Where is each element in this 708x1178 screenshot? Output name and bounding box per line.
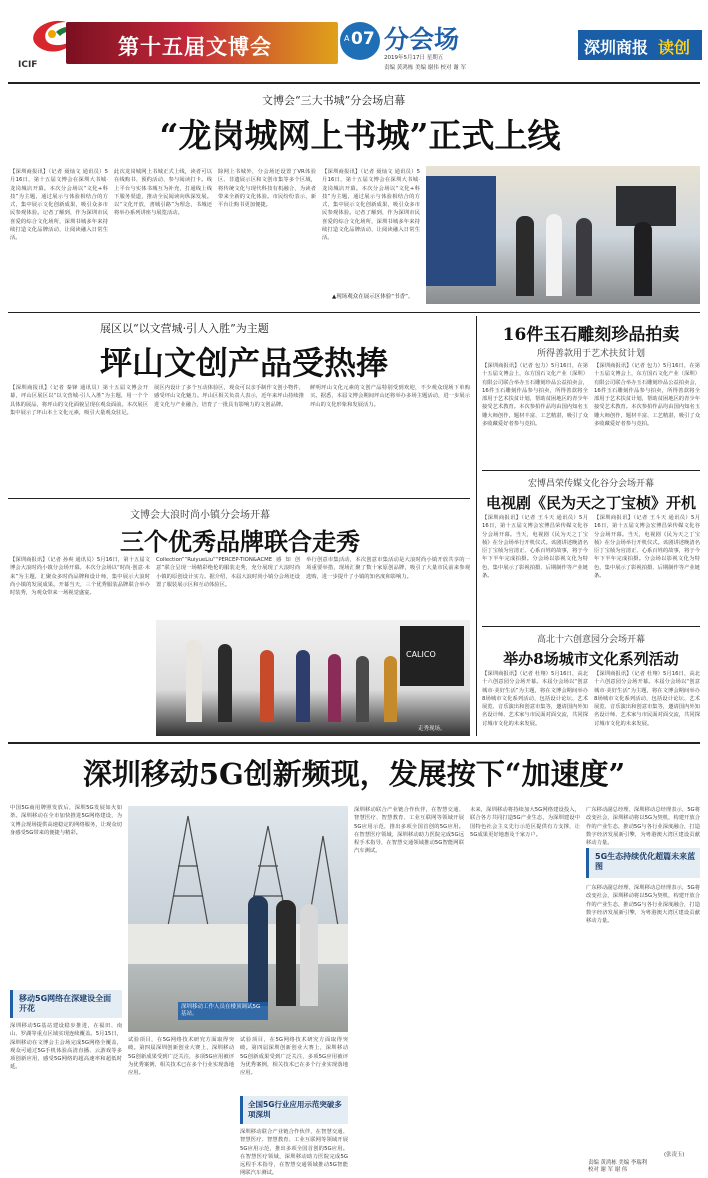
fair-title: 第十五届文博会 (118, 34, 272, 59)
a7-side-body-2: 广东移动副总经理、深圳移动总经理表示，5G将改变社会，深圳移动将以5G为契机，构建开放合作的产业生态，推动5G与各行业深度融合，打造数字经济发展新引擎，为粤港澳大湾区建设贡献移动力量。 (586, 885, 700, 925)
a2-col-1: 【深圳商报讯】（记者 秦锋 通讯员）第十五届文博会开幕，坪山区展区以“以文营城·引人入胜”为主题，用一个个具体的展品，将坪山的文化面貌呈现在观众面前。本次展区集中展示了坪山本土文化元素，吸引大量观众驻足。 (10, 385, 148, 416)
date-line: 2019年5月17日 星期五 (384, 55, 444, 61)
masthead-rule (8, 82, 700, 84)
page-number-badge (340, 22, 380, 60)
page-number-prefix: A (344, 34, 350, 43)
a6-photo-model (328, 654, 341, 722)
a1-photo (426, 166, 700, 304)
a3-headline: 16件玉石雕刻珍品拍卖 (502, 325, 680, 345)
a1-photo-person (516, 216, 534, 296)
a7-subhead-1: 移动5G网络在深建设全面开花 (19, 994, 112, 1013)
a4-col-1: 【深圳商报讯】（记者 王斗天 通讯员）5月16日，第十五届文博会宏博昌荣传媒文化谷分会场开幕。当天，电视剧《民为天之丁宝桢》在分会场举行开机仪式。该剧讲述晚清名臣丁宝桢为官清正、心系百姓的故事，将于今年下半年完成拍摄。分会场以影视文化为特色，集中展示了影视拍摄、后期制作等产业链条。 (482, 515, 588, 580)
page-number: 07 (351, 29, 375, 49)
a1-photo-person (634, 222, 652, 296)
a6-photo-model (356, 656, 369, 722)
a7-footer-credit: (张凌玉) (664, 1152, 685, 1158)
section-title: 分会场 (384, 25, 460, 54)
brand-name: 深圳商报 (584, 38, 649, 57)
a7-photo-person (248, 896, 268, 1006)
a6-photo-model (384, 656, 397, 722)
a5-kicker: 高北十六创意园分会场开幕 (536, 635, 645, 645)
a7-lead: 中国5G商用牌照发放后，深圳5G发展如火如荼。深圳移动在全市加快推进5G网络建设，为文博会现场提供高速稳定的网络服务，让观众切身感受5G带来的便捷与精彩。 (10, 805, 122, 836)
a5-col-2: 【深圳商报讯】（记者 杜翔）5月16日，高北十六创意园分会场开幕。本届分会场以“创意城市·美好生活”为主题，将在文博会期间举办8场城市文化系列活动，包括设计论坛、艺术展览、音乐演出和创意市集等，邀请国内外知名设计师、艺术家与市民面对面交流，共同探讨城市文化的未来发展。 (594, 671, 700, 727)
a3-col-1: 【深圳商报讯】（记者 包力）5月16日，在第十五届文博会上，东方国石文化产业（深圳）有限公司联合举办玉石雕刻珍品公益拍卖会，16件玉石雕刻作品参与拍卖，所得善款将全部用于艺术扶贫计划，帮助贫困地区的青少年接受艺术教育。本次参拍作品均由国内知名玉雕大师创作，题材丰富、工艺精湛，吸引了众多收藏爱好者参与竞拍。 (482, 363, 588, 428)
a7-photo-person (300, 904, 318, 1006)
a1-col-1: 【深圳商报讯】（记者 聂灿文 通讯员）5月16日，第十五届文博会在深圳大书城·龙岗城店开幕。本次分会场以“文化+科技”为主题，通过展示与体验相结合的方式，集中展示文化创新成果，吸引众多市民参观体验。记者了解到，作为深圳市民喜爱的综合文化场所，深圳书城多年来持续打造文化品牌活动，让阅读融入日常生活。 (10, 169, 108, 242)
a1-photo-person (546, 214, 562, 296)
editor-line: 责编 黄鸿栋 美编 谢伟 校对 谢 军 (384, 65, 466, 71)
a6-photo-backdrop-logo: CALICO (406, 650, 436, 659)
a3-subhead: 所得善款用于艺术扶贫计划 (536, 349, 645, 359)
a6-photo-model (260, 650, 274, 722)
a1-col-2: 此次龙岗城网上书城正式上线，读者可以在线购书、预约活动、参与阅读打卡。线上平台与实体书城互为补充，打通线上线下服务渠道，推动全民阅读向纵深发展。以“文化开放，書城引路”为理念，书城还将举办系列讲座与展览活动。 (114, 169, 212, 217)
a7-col-4: 深圳移动联合产业链合作伙伴，在智慧交通、智慧医疗、智慧教育、工业互联网等领域开展5G应用示范，推出多项全国首创的5G应用。在智慧医疗领域，深圳移动助力医院完成5G远程手术指导，在智慧交通领域推动5G智能网联汽车测试。 (240, 1129, 348, 1177)
a6-col-2: Collection”“RuiyueLiu”“PERCEP-TION&ACME感知创意”联合呈现一场精彩绝伦的服装走秀，充分展现了大浪时尚小镇的原创设计实力。据介绍，本届大浪时尚小镇分会场还设置了服装展示区和互动体验区。 (156, 557, 300, 588)
fair-banner (66, 22, 338, 64)
a7-subhead-1-box (10, 990, 122, 1018)
masthead (0, 0, 708, 82)
a7-subhead-2: 全国5G行业应用示范突破多项深圳 (248, 1100, 342, 1119)
a7-col-2: 试验项目，在5G网络技术研究方面取得突破。第四届深圳创新创业大赛上，深圳移动5G创新成果受到广泛关注，多项5G应用被评为优秀案例，相关技术已在多个行业实现落地应用。 (128, 1037, 234, 1077)
a6-photo-caption: 走秀现场。 (418, 726, 446, 732)
a7-col-1: 深圳移动5G基站建设稳步推进，在福田、南山、罗湖等重点区域实现连续覆盖。5月15日，深圳移动在文博会主会场完成5G网络全覆盖，观众可通过5G手机体验高清直播、云游戏等多项创新应用，感受5G网络的超高速率和超低时延。 (10, 1023, 122, 1071)
a2-col-2: 展区内设计了多个互动体验区，观众可以亲手制作文创小物件，感受坪山文化魅力。坪山区相关负责人表示，近年来坪山持续推进文化与产业融合，培育了一批具有影响力的文创品牌。 (154, 385, 304, 408)
a1-kicker: 文博会“三大书城”分会场启幕 (262, 94, 406, 107)
divider-main (8, 742, 700, 744)
a7-side-title: 5G生态持续优化超篇未来蓝图 (595, 852, 696, 871)
a6-photo-model (218, 644, 232, 722)
vertical-divider (476, 316, 477, 736)
a6-photo-model (296, 650, 310, 722)
a7-col-3: 试验项目，在5G网络技术研究方面取得突破。第四届深圳创新创业大赛上，深圳移动5G创新成果受到广泛关注，多项5G应用被评为优秀案例，相关技术已在多个行业实现落地应用。 (240, 1037, 348, 1077)
a6-photo-backdrop (400, 626, 464, 686)
divider-a6 (8, 498, 470, 499)
a6-photo-model (186, 640, 202, 722)
divider-1 (8, 312, 700, 313)
a5-col-1: 【深圳商报讯】（记者 杜翔）5月16日，高北十六创意园分会场开幕。本届分会场以“创意城市·美好生活”为主题，将在文博会期间举办8场城市文化系列活动，包括设计论坛、艺术展览、音乐演出和创意市集等，邀请国内外知名设计师、艺术家与市民面对面交流，共同探讨城市文化的未来发展。 (482, 671, 588, 727)
a7-col-6: 未来，深圳移动将持续加大5G网络建设投入，联合各方共同打造5G产业生态，为深圳建设中国特色社会主义先行示范区提供有力支撑，让5G成果更好地惠及千家万户。 (470, 807, 580, 838)
a1-photo-shelf (426, 176, 496, 286)
a7-col-5: 深圳移动联合产业链合作伙伴，在智慧交通、智慧医疗、智慧教育、工业互联网等领域开展5G应用示范，推出多项全国首创的5G应用。在智慧医疗领域，深圳移动助力医院完成5G远程手术指导，在智慧交通领域推动5G智能网联汽车测试。 (354, 807, 464, 855)
a6-kicker: 文博会大浪时尚小镇分会场开幕 (130, 510, 270, 521)
a1-col-4: 【深圳商报讯】（记者 聂灿文 通讯员）5月16日，第十五届文博会在深圳大书城·龙岗城店开幕。本次分会场以“文化+科技”为主题，通过展示与体验相结合的方式，集中展示文化创新成果，吸引众多市民参观体验。记者了解到，作为深圳市民喜爱的综合文化场所，深圳书城多年来持续打造文化品牌活动，让阅读融入日常生活。 (322, 169, 420, 242)
a2-col-3: 鲜明坪山文化元素的文创产品特别受到欢迎，不少观众现场下单购买。据悉，本届文博会期间坪山还将举办多场主题活动，进一步展示坪山的文化形象和发展活力。 (310, 385, 470, 408)
a6-photo (156, 620, 470, 736)
a6-col-3: 举行创意市集活动，本次创意市集活动是大浪时尚小镇开放共享的一项重要举措，现场汇聚了数十家原创品牌，吸引了大量市民前来参观选购，进一步提升了小镇的知名度和影响力。 (306, 557, 470, 580)
a1-photo-caption: ▲现场观众在展示区体验“书香”。 (332, 294, 414, 300)
a1-photo-screen (616, 186, 676, 226)
a7-side-body: 广东移动副总经理、深圳移动总经理表示，5G将改变社会，深圳移动将以5G为契机，构建开放合作的产业生态，推动5G与各行业深度融合，打造数字经济发展新引擎，为粤港澳大湾区建设贡献移动力量。 (586, 807, 700, 847)
a7-subhead-2-box (240, 1096, 348, 1124)
a6-col-1: 【深圳商报讯】（记者 孙爽 通讯员）5月16日，第十五届文博会大浪时尚小镇分会场开幕。本次分会场以“时尚·创意·未来”为主题，汇聚众多时尚品牌和设计师，集中展示大浪时尚小镇的发展成果。开幕当天，三个优秀服装品牌联合举办时装秀，为观众带来一场视觉盛宴。 (10, 557, 150, 597)
a7-photo-caption: 深圳移动工作人员在楼顶调试5G基站。 (178, 1002, 268, 1020)
a7-headline: 深圳移动5G创新频现，发展按下“加速度” (82, 757, 626, 791)
divider-a3 (482, 470, 700, 471)
brand-sub: 读创 (658, 38, 691, 57)
brand-box (578, 30, 702, 60)
a4-col-2: 【深圳商报讯】（记者 王斗天 通讯员）5月16日，第十五届文博会宏博昌荣传媒文化谷分会场开幕。当天，电视剧《民为天之丁宝桢》在分会场举行开机仪式。该剧讲述晚清名臣丁宝桢为官清正、心系百姓的故事，将于今年下半年完成拍摄。分会场以影视文化为特色，集中展示了影视拍摄、后期制作等产业链条。 (594, 515, 700, 580)
a3-col-2: 【深圳商报讯】（记者 包力）5月16日，在第十五届文博会上，东方国石文化产业（深圳）有限公司联合举办玉石雕刻珍品公益拍卖会，16件玉石雕刻作品参与拍卖，所得善款将全部用于艺术扶贫计划，帮助贫困地区的青少年接受艺术教育。本次参拍作品均由国内知名玉雕大师创作，题材丰富、工艺精湛，吸引了众多收藏爱好者参与竞拍。 (594, 363, 700, 428)
divider-a4 (482, 626, 700, 627)
a4-headline: 电视剧《民为天之丁宝桢》开机 (485, 494, 696, 512)
a7-side-box (586, 848, 700, 878)
a1-photo-person (576, 218, 592, 296)
a2-headline: 坪山文创产品受热捧 (99, 344, 388, 382)
a1-col-3: 除网上书城外，分会场还设置了VR体验区、非遗展示区和文创市集等多个区域，将传统文化与现代科技有机融合，为读者带来全新的文化体验。市民纷纷表示，新平台让购书更加便捷。 (218, 169, 316, 209)
a5-headline: 举办8场城市文化系列活动 (503, 650, 679, 668)
a4-kicker: 宏博昌荣传媒文化谷分会场开幕 (527, 479, 654, 489)
a1-headline: “龙岗城网上书城”正式上线 (159, 116, 561, 155)
a2-kicker: 展区以“以文营城·引人入胜”为主题 (100, 322, 269, 335)
a7-photo-person (276, 900, 296, 1006)
logo-text: ICIF (18, 60, 38, 70)
a7-photo (128, 806, 348, 1032)
a6-headline: 三个优秀品牌联合走秀 (120, 527, 360, 556)
a7-footer-editor: 责编 黄鸿栋 美编 李瑞利 校对 谢 军 谢 伟 (588, 1160, 648, 1173)
